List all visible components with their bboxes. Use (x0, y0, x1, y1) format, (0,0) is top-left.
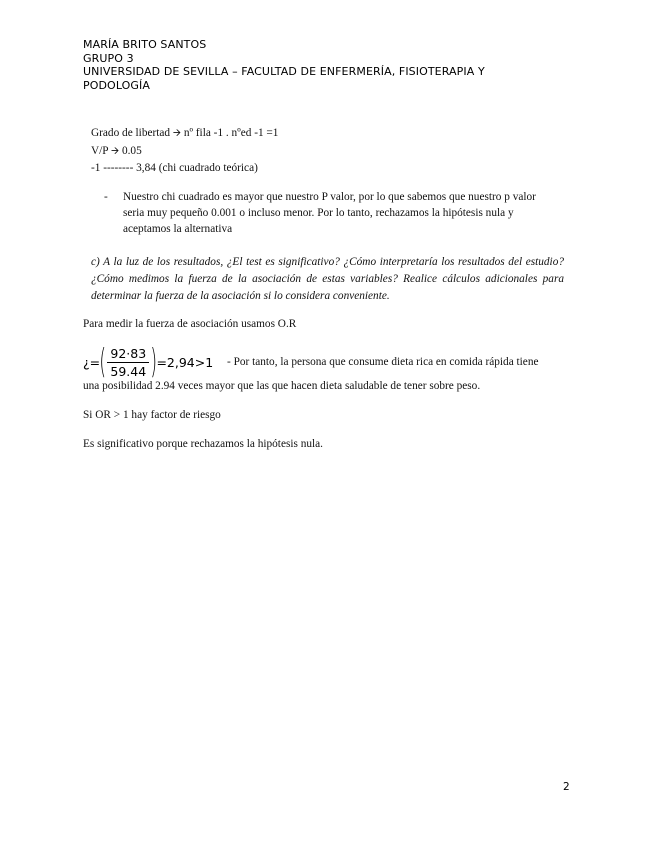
risk-factor-paragraph: Si OR > 1 hay factor de riesgo (83, 409, 221, 421)
arrow-right-icon: 🡪 (111, 145, 120, 157)
question-c: c) A la luz de los resultados, ¿El test es significativo? ¿Cómo interpretaría los resultados del estudio? ¿Cómo medimos la fuerza de la asociación de estas variables? Realice cálculos adicionales para determinar la fuerza de la asociación si lo considera conveniente. (91, 256, 564, 302)
page-header (83, 38, 573, 92)
chi-theoretical-line: -1 -------- 3,84 (chi cuadrado teórica) (91, 162, 258, 174)
measure-paragraph: Para medir la fuerza de asociación usamos O.R (83, 318, 297, 330)
odds-ratio-line (83, 344, 573, 380)
dof-formula: nº fila -1 . nºed -1 =1 (181, 127, 279, 139)
degrees-of-freedom-line (91, 125, 278, 143)
left-paren: ( (99, 342, 107, 382)
bullet-dash: - (104, 191, 108, 203)
formula-result: =2,94>1 (156, 354, 214, 370)
page-number: 2 (563, 781, 570, 793)
university-line-2: PODOLOGÍA (83, 78, 151, 92)
interpretation-continuation: una posibilidad 2.94 veces mayor que las que hacen dieta saludable de tener sobre peso. (83, 380, 481, 392)
p-value-label: V/P (91, 144, 111, 157)
p-value-number: 0.05 (119, 144, 142, 157)
arrow-right-icon: 🡪 (172, 128, 181, 139)
bullet-text: Nuestro chi cuadrado es mayor que nuestro P valor, por lo que sabemos que nuestro p valor seria muy pequeño 0.001 o incluso menor. Por lo tanto, rechazamos la hipótesis nula y aceptamos la alternativa (123, 191, 536, 235)
dof-label: Grado de libertad (91, 127, 173, 139)
formula-prefix: ¿= (83, 354, 101, 370)
p-value-line (91, 143, 278, 161)
significance-paragraph: Es significativo porque rechazamos la hipótesis nula. (83, 438, 323, 450)
author-name: MARÍA BRITO SANTOS (83, 38, 207, 51)
university-line-1: UNIVERSIDAD DE SEVILLA – FACULTAD DE ENFERMERÍA, FISIOTERAPIA Y (83, 65, 485, 78)
fraction-denominator: 59.44 (110, 363, 147, 379)
formula-interpretation: - Por tanto, la persona que consume dieta rica en comida rápida tiene (227, 356, 539, 368)
odds-ratio-formula (83, 344, 213, 380)
right-paren: ) (150, 342, 158, 382)
group-label: GRUPO 3 (83, 51, 134, 65)
fraction-numerator: 92·83 (107, 346, 149, 363)
degrees-of-freedom-block (91, 125, 278, 177)
conclusion-bullet (104, 189, 559, 237)
fraction (107, 346, 149, 379)
